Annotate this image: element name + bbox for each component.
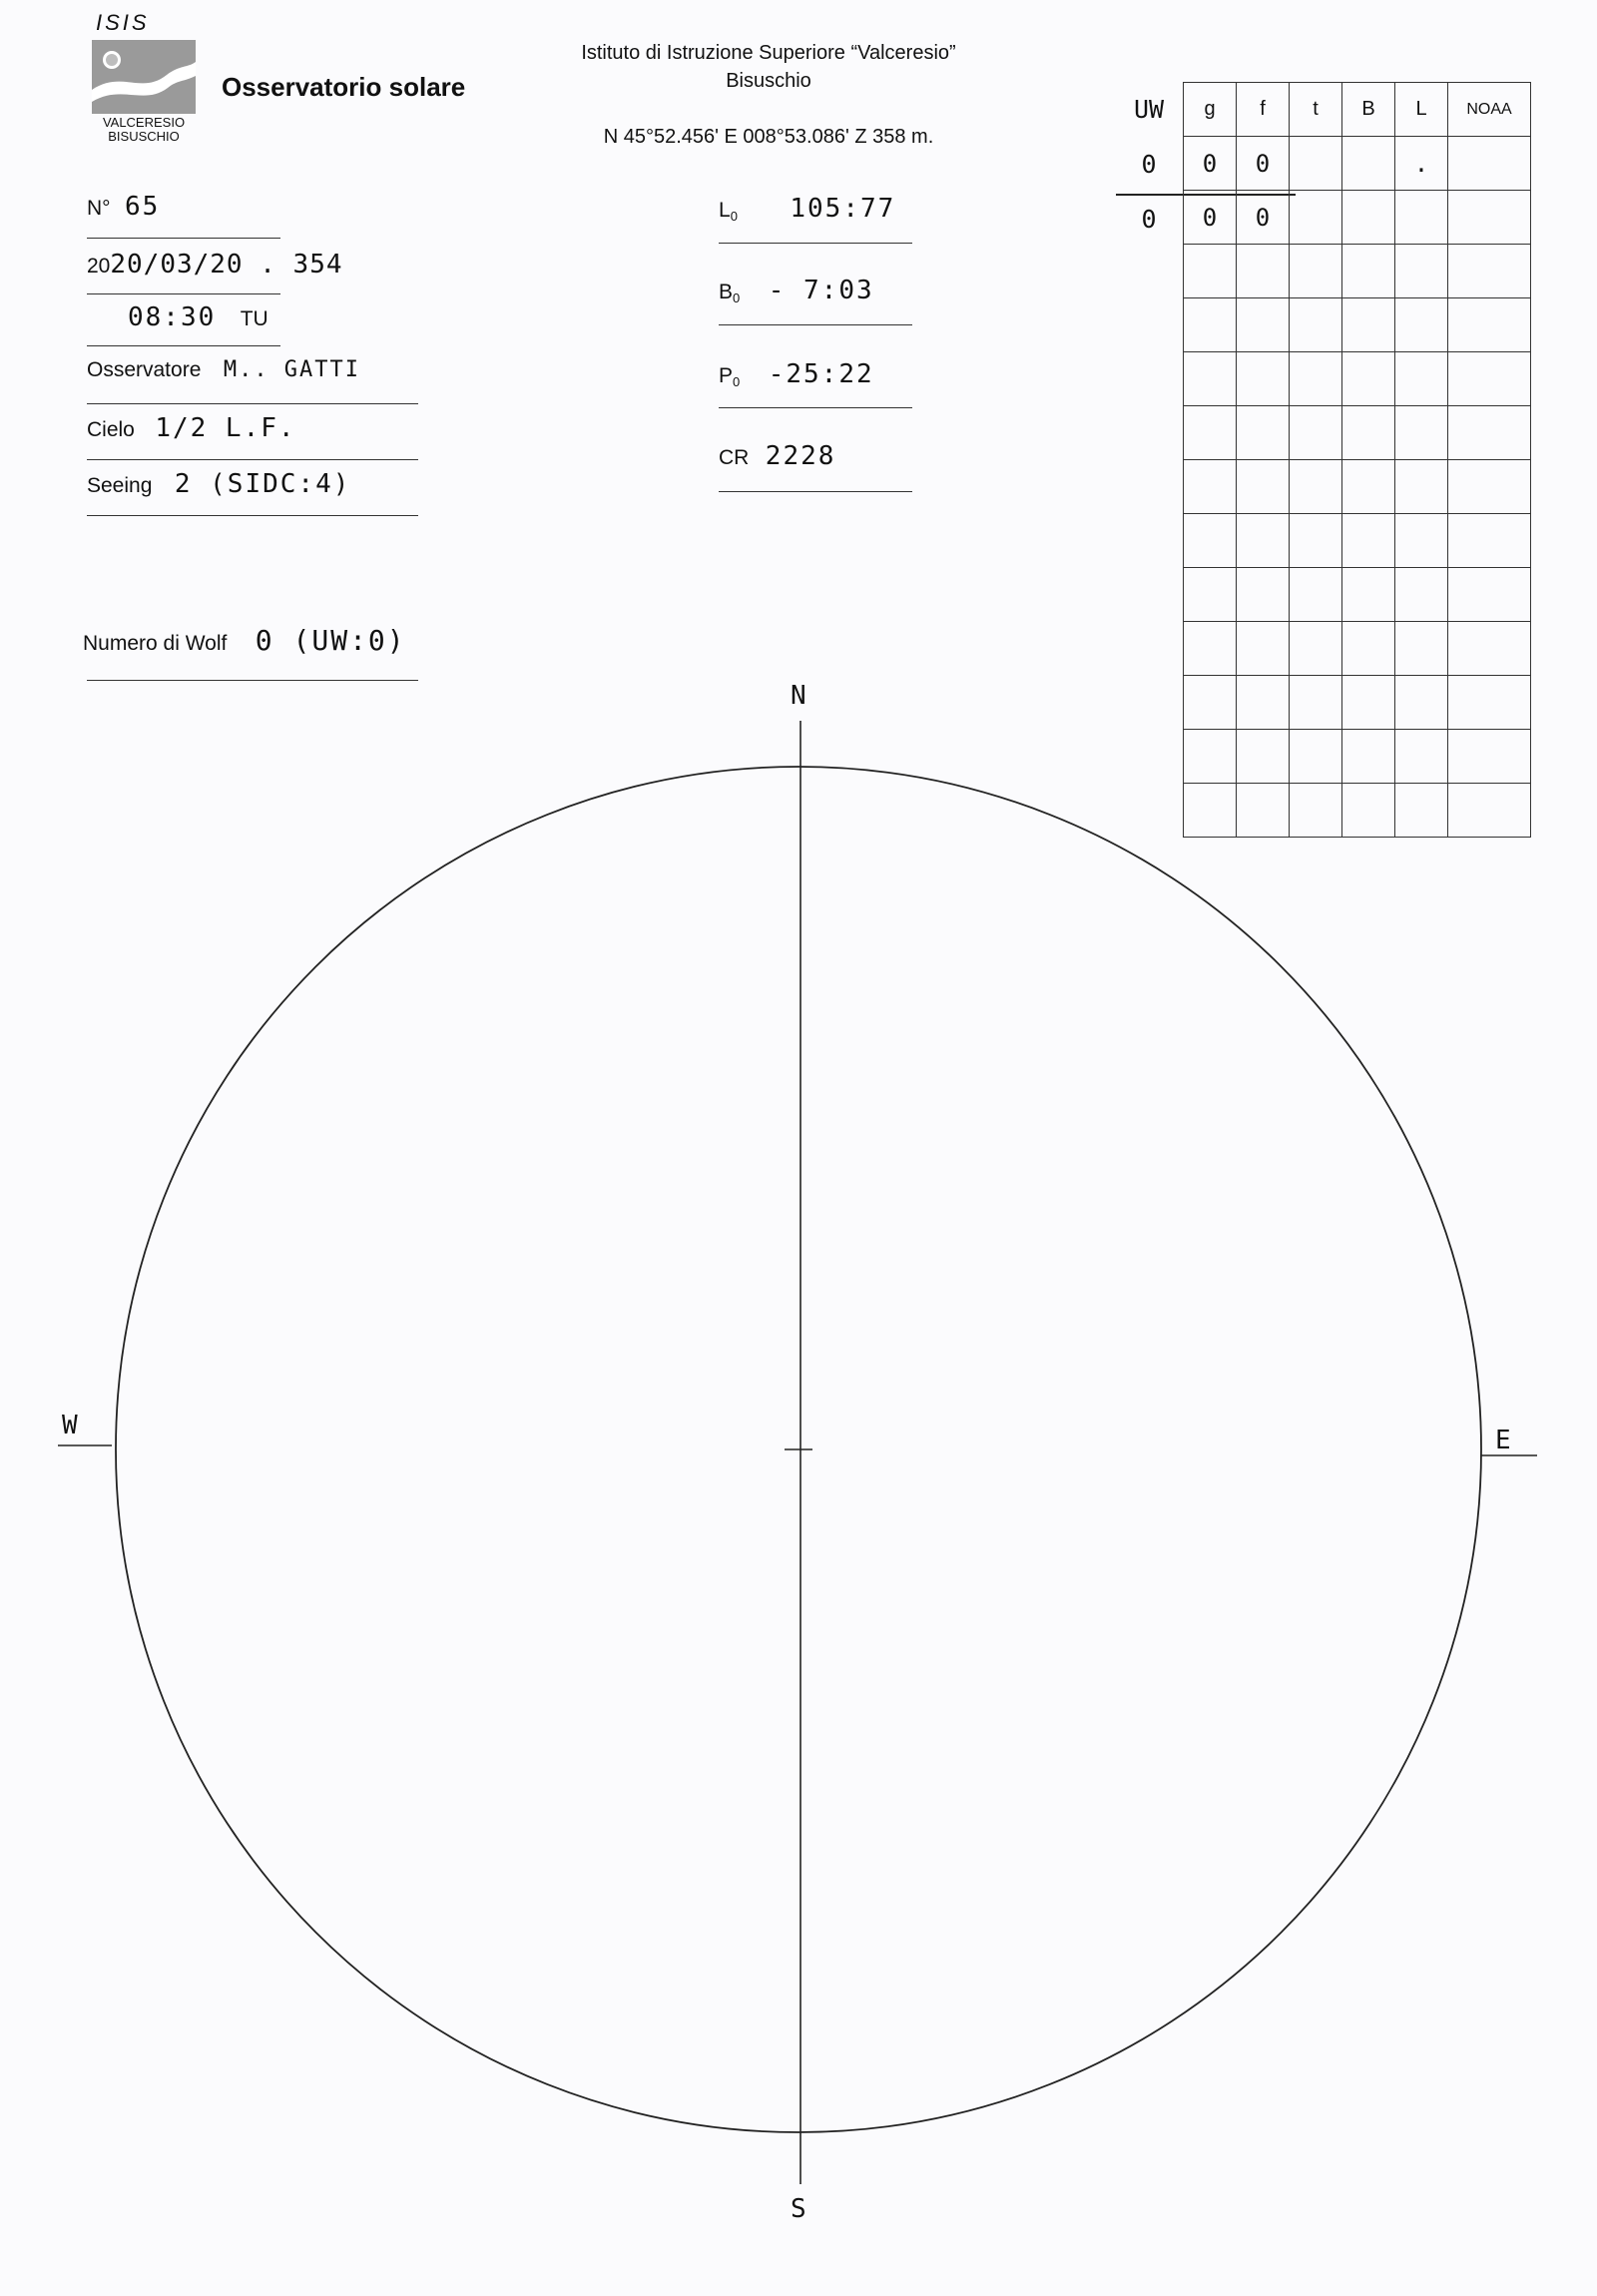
date-value: 20/03/20 . 354: [110, 250, 343, 280]
logo-top-text: ISIS: [96, 10, 150, 35]
seeing-label: Seeing: [87, 474, 153, 497]
col-f: f: [1237, 83, 1290, 137]
l0-sub: 0: [730, 209, 738, 225]
seeing-value: 2 (SIDC:4): [174, 469, 351, 499]
site-coordinates: N 45°52.456' E 008°53.086' Z 358 m.: [603, 126, 934, 148]
uw-value-2: 0: [1141, 205, 1157, 234]
west-label: W: [62, 1411, 78, 1440]
p0-sub: 0: [733, 374, 741, 390]
cell-f: 0: [1237, 191, 1290, 245]
cell-g: 0: [1184, 137, 1237, 191]
logo-caption-1: VALCERESIO: [102, 115, 186, 130]
col-g: g: [1184, 83, 1237, 137]
institute-town: Bisuschio: [726, 70, 811, 92]
north-label: N: [791, 681, 806, 711]
col-t: t: [1290, 83, 1342, 137]
b0-label: B: [719, 281, 734, 303]
south-label: S: [791, 2194, 806, 2224]
cr-label: CR: [719, 446, 750, 469]
cr-value: 2228: [765, 441, 836, 471]
uw-header: UW: [1133, 95, 1165, 124]
sky-label: Cielo: [87, 418, 135, 441]
cell-l: .: [1395, 137, 1448, 191]
cell-f: 0: [1237, 137, 1290, 191]
uw-value-1: 0: [1141, 150, 1157, 179]
time-value: 08:30: [128, 302, 217, 332]
wolf-label: Numero di Wolf: [83, 632, 228, 655]
col-noaa: NOAA: [1448, 83, 1531, 137]
time-unit: TU: [240, 307, 268, 330]
b0-sub: 0: [733, 290, 741, 306]
page-title: Osservatorio solare: [222, 72, 466, 102]
b0-value: - 7:03: [768, 276, 874, 305]
institute-name: Istituto di Istruzione Superiore “Valceresio”: [581, 42, 956, 64]
l0-value: 105:77: [790, 194, 896, 224]
col-l: L: [1395, 83, 1448, 137]
col-b: B: [1342, 83, 1395, 137]
observer-label: Osservatore: [87, 358, 202, 381]
sky-value: 1/2 L.F.: [155, 413, 296, 443]
cell-g: 0: [1184, 191, 1237, 245]
date-prefix: 20: [87, 255, 111, 278]
east-label: E: [1495, 1426, 1511, 1455]
wolf-value: 0 (UW:0): [255, 624, 406, 657]
number-label: N°: [87, 197, 111, 220]
logo-caption-2: BISUSCHIO: [108, 129, 180, 144]
observer-value: M.. GATTI: [223, 357, 361, 382]
number-value: 65: [125, 192, 161, 222]
p0-label: P: [719, 364, 734, 387]
p0-value: -25:22: [768, 359, 874, 389]
l0-label: L: [719, 199, 731, 222]
